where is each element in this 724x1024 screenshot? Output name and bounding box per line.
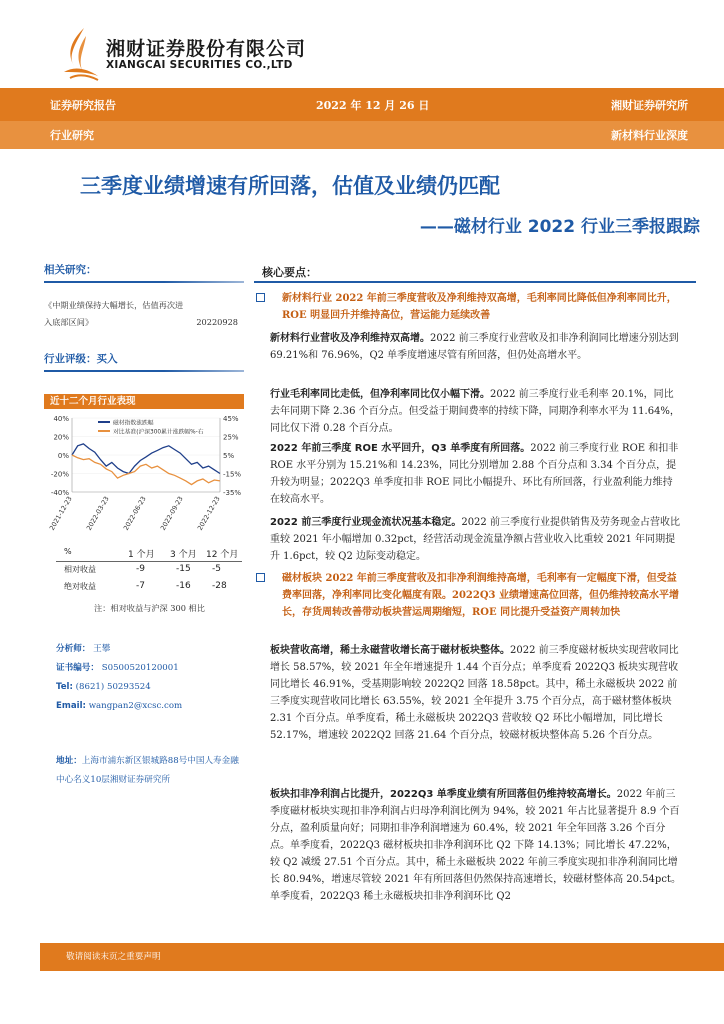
paragraph-lead: 2022 前三季度行业现金流状况基本稳定。 [270,517,462,528]
report-date: 2022 年 12 月 26 日 [316,98,430,112]
cell: -16 [176,581,191,591]
cell: -5 [212,564,221,574]
legend-label: 对比基准(沪深300累计涨跌幅%-右 [113,429,204,436]
footer-disclaimer: 敬请阅读末页之重要声明 [40,943,724,971]
performance-table [56,545,242,596]
legend-label: 磁材指数涨跌幅 [113,420,154,427]
y-tick-label: -40% [50,489,69,497]
analyst-label: 分析师： [56,644,91,654]
table-header-row [56,545,242,562]
paragraph-text: 2022 前三季度行业提供销售及劳务现金占营收比重较 2021 年小幅增加 0.32pct，经营活动现金流量净额占营业收入比重较 2021 年同期提升 1.6pct，较 Q2 边际变动稳定。 [270,517,680,562]
header-band [0,88,724,121]
paragraph [270,642,682,744]
cell: -9 [136,564,145,574]
email-link[interactable]: wangpan2@xcsc.com [88,701,183,711]
row-label: 绝对收益 [64,582,96,591]
industry-rating: 行业评级：买入 [44,353,118,365]
table-row [56,562,242,579]
address-label: 地址： [56,756,82,766]
bullet-square-icon [256,293,265,302]
y-tick-label: 20% [53,433,69,442]
bullet-2 [256,570,684,618]
paragraph-lead: 行业毛利率同比走低，但净利率同比仅小幅下滑。 [270,389,490,400]
company-name-cn: 湘财证券股份有限公司 [106,38,307,60]
company-name-en: XIANGCAI SECURITIES CO.,LTD [106,59,293,71]
table-header: 1 个月 [128,550,155,560]
related-research-title: 《中期业绩保持大幅增长，估值再次进入底部区间》 [44,300,184,327]
tel-number: (8621) 50293524 [75,682,151,692]
y-tick-label-right: -15% [223,470,242,479]
cell: -7 [136,581,145,591]
tel-label: Tel: [56,682,73,692]
subcategory: 新材料行业深度 [611,129,688,142]
y-tick-label: 40% [53,415,69,423]
paragraph [270,330,682,364]
address-text: 上海市浦东新区银城路88号中国人寿金融中心名义10层湘财证券研究所 [56,756,239,785]
performance-chart [44,410,244,538]
paragraph-lead: 新材料行业营收及净利维持双高增。 [270,333,430,344]
paragraph-text: 2022 前三季度行业营收及扣非净利润同比增速分别达到 69.21%和 76.96%，Q2 单季度增速尽管有所回落，但仍处高增水平。 [270,333,679,361]
related-research-item [44,297,244,331]
x-tick-label: 2021-12-23 [47,495,74,532]
cert-number: S0500520120001 [101,663,179,673]
category: 行业研究 [50,129,94,142]
analyst-name: 王攀 [93,644,111,654]
paragraph-lead: 板块营收高增，稀土永磁营收增长高于磁材板块整体。 [270,645,510,656]
table-header: % [64,547,72,556]
paragraph-text: 2022 前三季度行业 ROE 和扣非 ROE 水平分别为 15.21%和 14.23%，同比分别增加 2.88 个百分点和 3.34 个百分点，提升较为明显；2022Q3 单季度扣非 ROE 同比小幅提升、环比有所回落，行业盈利能力维持在较高水平。 [270,443,679,505]
bullet-text: 磁材板块 2022 年前三季度营收及扣非净利润维持高增，毛利率有一定幅度下滑，但受益费率回落，净利率同比变化幅度有限。2022Q3 业绩增速高位回落，但仍维持较高水平增长，存货周转改善带动板块营运周期缩短，ROE 同比提升受益资产周转加快 [282,573,679,618]
category-band [0,121,724,149]
paragraph [270,386,682,437]
table-row [56,579,242,596]
table-header: 12 个月 [206,550,239,560]
related-research-head: 相关研究： [44,264,97,276]
divider [44,370,244,372]
related-research-date: 20220928 [196,317,238,327]
y-tick-label: -20% [50,470,69,479]
report-type: 证券研究报告 [50,98,116,112]
page-title: 三季度业绩增速有所回落，估值及业绩仍匹配 [80,174,500,198]
y-tick-label: 0% [57,452,69,460]
key-points-head: 核心要点： [262,266,317,279]
performance-head: 近十二个月行业表现 [44,394,244,409]
x-tick-label: 2022-09-23 [158,495,185,532]
table-header: 3 个月 [170,550,197,560]
paragraph [270,514,682,565]
y-tick-label-right: 45% [223,415,239,423]
address-info [56,752,246,790]
bullet-1 [256,290,684,321]
company-logo-icon [62,26,102,82]
bullet-square-icon [256,573,265,582]
cell: -15 [176,564,191,574]
row-label: 相对收益 [64,565,96,574]
y-tick-label-right: -35% [223,489,242,497]
cert-label: 证书编号： [56,663,99,673]
institute-name: 湘财证券研究所 [611,98,688,112]
y-tick-label-right: 5% [223,452,235,460]
paragraph [270,440,682,508]
x-tick-label: 2022-06-23 [121,495,148,532]
sidebar [44,262,244,372]
divider [44,281,244,283]
cell: -28 [212,581,227,591]
paragraph-text: 2022 年前三季度磁材板块实现扣非净利润占归母净利润比例为 94%，较 2021 年占比显著提升 8.9 个百分点，盈利质量向好；同期扣非净利润增速为 60.4%，较 2021 年全年回落 3.26 个百分点。单季度看，2022Q3 磁材板块扣非净利润环比 Q2 下降 14.13%；同比增长 47.22%，较 Q2 减缓 27.51 个百分点。其中，稀土永磁板块 2022 年前三季度实现扣非净利润同比增长 80.94%，增速尽管较 2021 年有所回落但仍然保持高速增长，较磁材整体高 20.54pct。单季度看，2022Q3 稀土永磁板块扣非净利润环比 Q2 [270,789,681,902]
paragraph-text: 2022 前三季度行业毛利率 20.1%，同比去年同期下降 2.36 个百分点。但受益于期间费率的持续下降，同期净利率水平为 11.64%，同比仅下滑 0.28 个百分点。 [270,389,680,434]
x-tick-label: 2022-03-23 [84,495,111,532]
x-tick-label: 2022-12-23 [195,495,222,532]
page-subtitle: ——磁材行业 2022 行业三季报跟踪 [419,217,700,237]
bullet-text: 新材料行业 2022 年前三季度营收及净利维持双高增，毛利率同比降低但净利率同比升，ROE 明显回升并维持高位，营运能力延续改善 [282,293,677,321]
paragraph-text: 2022 前三季度磁材板块实现营收同比增长 58.57%，较 2021 年全年增速提升 1.44 个百分点；单季度看 2022Q3 板块实现营收同比增长 46.91%，受基期影响较 2022Q2 回落 18.58pct。其中，稀土永磁板块 2022 前三季度实现营收同比增长 63.55%，较 2021 全年提升 3.75 个百分点，高于磁材整体板块 2.31 个百分点。单季度看，稀土永磁板块 2022Q3 营收较 Q2 环比小幅增加，同比增长 52.17%，增速较 2022Q2 回落 21.64 个百分点，较磁材板块整体高 5.26 个百分点。 [270,645,679,741]
paragraph-lead: 板块扣非净利润占比提升，2022Q3 单季度业绩有所回落但仍维持较高增长。 [270,789,617,800]
y-tick-label-right: 25% [223,433,239,442]
email-label: Email: [56,701,86,711]
paragraph [270,786,682,905]
divider [254,281,696,283]
paragraph-lead: 2022 年前三季度 ROE 水平回升，Q3 单季度有所回落。 [270,443,531,454]
table-note: 注：相对收益与沪深 300 相比 [94,603,205,613]
analyst-info [56,640,182,716]
